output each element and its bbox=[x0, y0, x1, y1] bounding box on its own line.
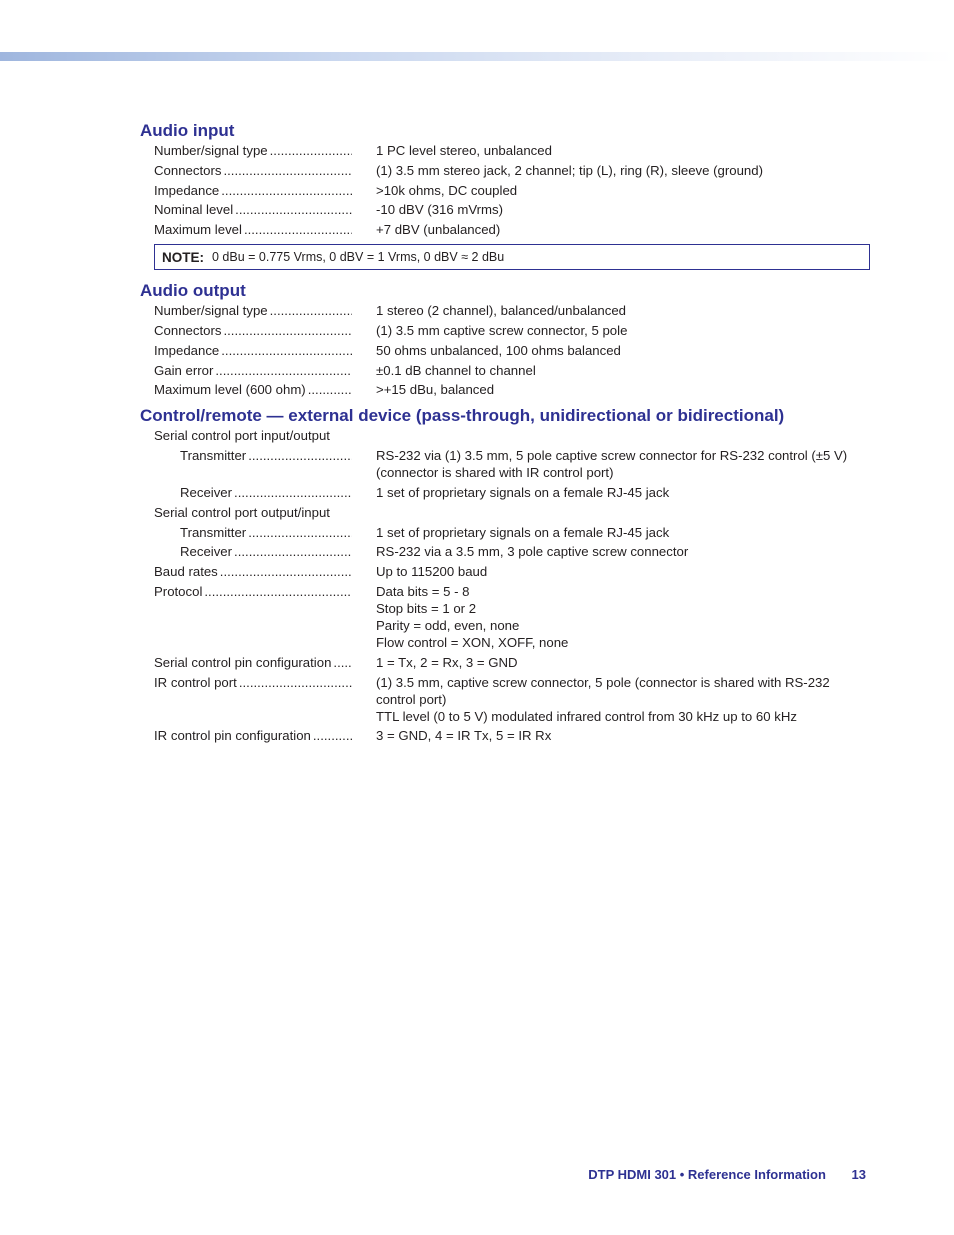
spec-row bbox=[140, 362, 870, 379]
spec-value bbox=[352, 674, 870, 725]
spec-value bbox=[352, 381, 870, 398]
spec-value-line: Flow control = XON, XOFF, none bbox=[376, 634, 569, 650]
page-footer bbox=[588, 1167, 866, 1182]
spec-rows bbox=[140, 524, 870, 561]
section-title: Audio input bbox=[140, 121, 235, 140]
spec-label-text: Maximum level (600 ohm) bbox=[154, 382, 306, 398]
spec-label-text: Gain error bbox=[154, 362, 214, 378]
spec-row bbox=[140, 674, 870, 725]
dot-leader bbox=[215, 362, 352, 379]
dot-leader bbox=[223, 322, 352, 339]
spec-value bbox=[352, 484, 870, 501]
dot-leader bbox=[333, 654, 352, 671]
spec-value bbox=[352, 447, 870, 481]
spec-value-line: (connector is shared with IR control port) bbox=[376, 465, 614, 481]
dot-leader bbox=[234, 543, 352, 560]
spec-value bbox=[352, 727, 870, 744]
spec-value bbox=[352, 322, 870, 339]
spec-label-text: Nominal level bbox=[154, 202, 234, 218]
spec-label bbox=[140, 563, 352, 580]
spec-row bbox=[140, 162, 870, 179]
spec-value-line: ±0.1 dB channel to channel bbox=[376, 362, 536, 378]
spec-label-text: Connectors bbox=[154, 162, 222, 178]
spec-rows bbox=[140, 447, 870, 501]
spec-label-text: Serial control pin configuration bbox=[154, 654, 332, 670]
spec-label bbox=[140, 201, 352, 218]
spec-label-text: Connectors bbox=[154, 322, 222, 338]
spec-value bbox=[352, 543, 870, 560]
dot-leader bbox=[221, 182, 352, 199]
spec-value-line: -10 dBV (316 mVrms) bbox=[376, 202, 504, 218]
spec-value-line: RS-232 via (1) 3.5 mm, 5 pole captive screw connector for RS-232 control (±5 V) bbox=[376, 448, 848, 464]
dot-leader bbox=[223, 162, 352, 179]
spec-row bbox=[140, 543, 870, 560]
dot-leader bbox=[220, 563, 352, 580]
group-heading: Serial control port input/output bbox=[154, 428, 330, 444]
spec-label bbox=[140, 221, 352, 238]
spec-label bbox=[140, 583, 352, 651]
spec-label bbox=[140, 182, 352, 199]
section-title: Audio output bbox=[140, 281, 246, 301]
spec-label-text: Impedance bbox=[154, 342, 220, 358]
group-heading: Serial control port output/input bbox=[154, 504, 330, 520]
spec-row bbox=[140, 381, 870, 398]
spec-row bbox=[140, 583, 870, 651]
spec-row bbox=[140, 322, 870, 339]
dot-leader bbox=[235, 201, 352, 218]
section-audio-input bbox=[140, 120, 870, 270]
spec-value-line: 50 ohms unbalanced, 100 ohms balanced bbox=[376, 342, 621, 358]
spec-label-text: IR control pin configuration bbox=[154, 728, 311, 744]
spec-label bbox=[140, 727, 352, 744]
spec-value bbox=[352, 162, 870, 179]
spec-label-text: Maximum level bbox=[154, 222, 242, 238]
spec-label-text: IR control port bbox=[154, 674, 237, 690]
spec-label-text: Transmitter bbox=[180, 448, 247, 464]
spec-value bbox=[352, 524, 870, 541]
spec-value-line: 1 set of proprietary signals on a female RJ-45 jack bbox=[376, 524, 670, 540]
spec-value-line: 1 set of proprietary signals on a female RJ-45 jack bbox=[376, 484, 670, 500]
spec-value-line: 1 = Tx, 2 = Rx, 3 = GND bbox=[376, 654, 518, 670]
dot-leader bbox=[239, 674, 352, 725]
spec-label-text: Baud rates bbox=[154, 564, 218, 580]
spec-value bbox=[352, 142, 870, 159]
dot-leader bbox=[308, 381, 352, 398]
spec-value bbox=[352, 182, 870, 199]
spec-label bbox=[140, 322, 352, 339]
spec-label bbox=[140, 524, 352, 541]
spec-value bbox=[352, 583, 870, 651]
spec-row bbox=[140, 563, 870, 580]
spec-label bbox=[140, 654, 352, 671]
spec-label bbox=[140, 543, 352, 560]
footer-title: DTP HDMI 301 • Reference Information bbox=[588, 1167, 826, 1182]
section-title: Control/remote — external device (pass-through, unidirectional or bidirectional) bbox=[140, 406, 785, 426]
dot-leader bbox=[248, 524, 352, 541]
spec-label-text: Receiver bbox=[180, 544, 233, 560]
note-box bbox=[154, 244, 870, 270]
spec-row bbox=[140, 727, 870, 744]
spec-rows bbox=[140, 302, 870, 398]
spec-row bbox=[140, 201, 870, 218]
spec-label bbox=[140, 342, 352, 359]
spec-value bbox=[352, 302, 870, 319]
dot-leader bbox=[313, 727, 352, 744]
spec-value-line: 3 = GND, 4 = IR Tx, 5 = IR Rx bbox=[376, 728, 552, 744]
dot-leader bbox=[270, 142, 352, 159]
spec-label-text: Transmitter bbox=[180, 524, 247, 540]
spec-value-line: 1 stereo (2 channel), balanced/unbalanced bbox=[376, 303, 627, 319]
spec-label bbox=[140, 484, 352, 501]
dot-leader bbox=[270, 302, 352, 319]
spec-label-text: Number/signal type bbox=[154, 303, 268, 319]
header-band bbox=[0, 52, 954, 61]
spec-value bbox=[352, 654, 870, 671]
spec-value-line: >+15 dBu, balanced bbox=[376, 382, 495, 398]
spec-label-text: Protocol bbox=[154, 583, 203, 599]
spec-row bbox=[140, 221, 870, 238]
spec-value-line: (1) 3.5 mm stereo jack, 2 channel; tip (L), ring (R), sleeve (ground) bbox=[376, 162, 763, 178]
dot-leader bbox=[244, 221, 352, 238]
spec-label bbox=[140, 381, 352, 398]
spec-row bbox=[140, 654, 870, 671]
spec-rows bbox=[140, 563, 870, 744]
spec-label bbox=[140, 362, 352, 379]
spec-row bbox=[140, 342, 870, 359]
spec-value-line: Stop bits = 1 or 2 bbox=[376, 600, 477, 616]
note-label: NOTE: bbox=[162, 249, 204, 265]
dot-leader bbox=[234, 484, 352, 501]
spec-value bbox=[352, 221, 870, 238]
spec-value bbox=[352, 563, 870, 580]
spec-value-line: (1) 3.5 mm captive screw connector, 5 pole bbox=[376, 322, 628, 338]
spec-row bbox=[140, 182, 870, 199]
spec-row bbox=[140, 447, 870, 481]
spec-label bbox=[140, 162, 352, 179]
spec-value-line: Parity = odd, even, none bbox=[376, 617, 520, 633]
spec-content bbox=[140, 120, 870, 747]
spec-value-line: 1 PC level stereo, unbalanced bbox=[376, 143, 552, 158]
spec-value bbox=[352, 342, 870, 359]
spec-label-text: Receiver bbox=[180, 484, 233, 500]
section-audio-output bbox=[140, 280, 870, 398]
spec-value-line: +7 dBV (unbalanced) bbox=[376, 222, 501, 238]
spec-value-line: Up to 115200 baud bbox=[376, 564, 488, 580]
spec-row bbox=[140, 484, 870, 501]
spec-label bbox=[140, 302, 352, 319]
spec-rows bbox=[140, 142, 870, 238]
spec-label-text: Number/signal type bbox=[154, 143, 268, 158]
spec-row bbox=[140, 302, 870, 319]
spec-label bbox=[140, 674, 352, 725]
spec-row bbox=[140, 524, 870, 541]
spec-label bbox=[140, 447, 352, 481]
spec-row bbox=[140, 142, 870, 159]
spec-label-text: Impedance bbox=[154, 182, 220, 198]
spec-value-line: RS-232 via a 3.5 mm, 3 pole captive screw connector bbox=[376, 544, 689, 560]
spec-value-line: (1) 3.5 mm, captive screw connector, 5 pole (connector is shared with RS-232 bbox=[376, 674, 830, 690]
dot-leader bbox=[248, 447, 352, 481]
spec-value-line: control port) bbox=[376, 691, 447, 707]
spec-value-line: >10k ohms, DC coupled bbox=[376, 182, 518, 198]
dot-leader bbox=[221, 342, 352, 359]
spec-value-line: TTL level (0 to 5 V) modulated infrared control from 30 kHz up to 60 kHz bbox=[376, 708, 797, 724]
page-number: 13 bbox=[851, 1167, 866, 1182]
spec-value bbox=[352, 362, 870, 379]
spec-value bbox=[352, 201, 870, 218]
note-text: 0 dBu = 0.775 Vrms, 0 dBV = 1 Vrms, 0 dBV ≈ 2 dBu bbox=[212, 250, 505, 265]
section-control-remote bbox=[140, 405, 870, 744]
spec-value-line: Data bits = 5 - 8 bbox=[376, 583, 470, 599]
spec-label bbox=[140, 142, 352, 159]
dot-leader bbox=[204, 583, 352, 651]
